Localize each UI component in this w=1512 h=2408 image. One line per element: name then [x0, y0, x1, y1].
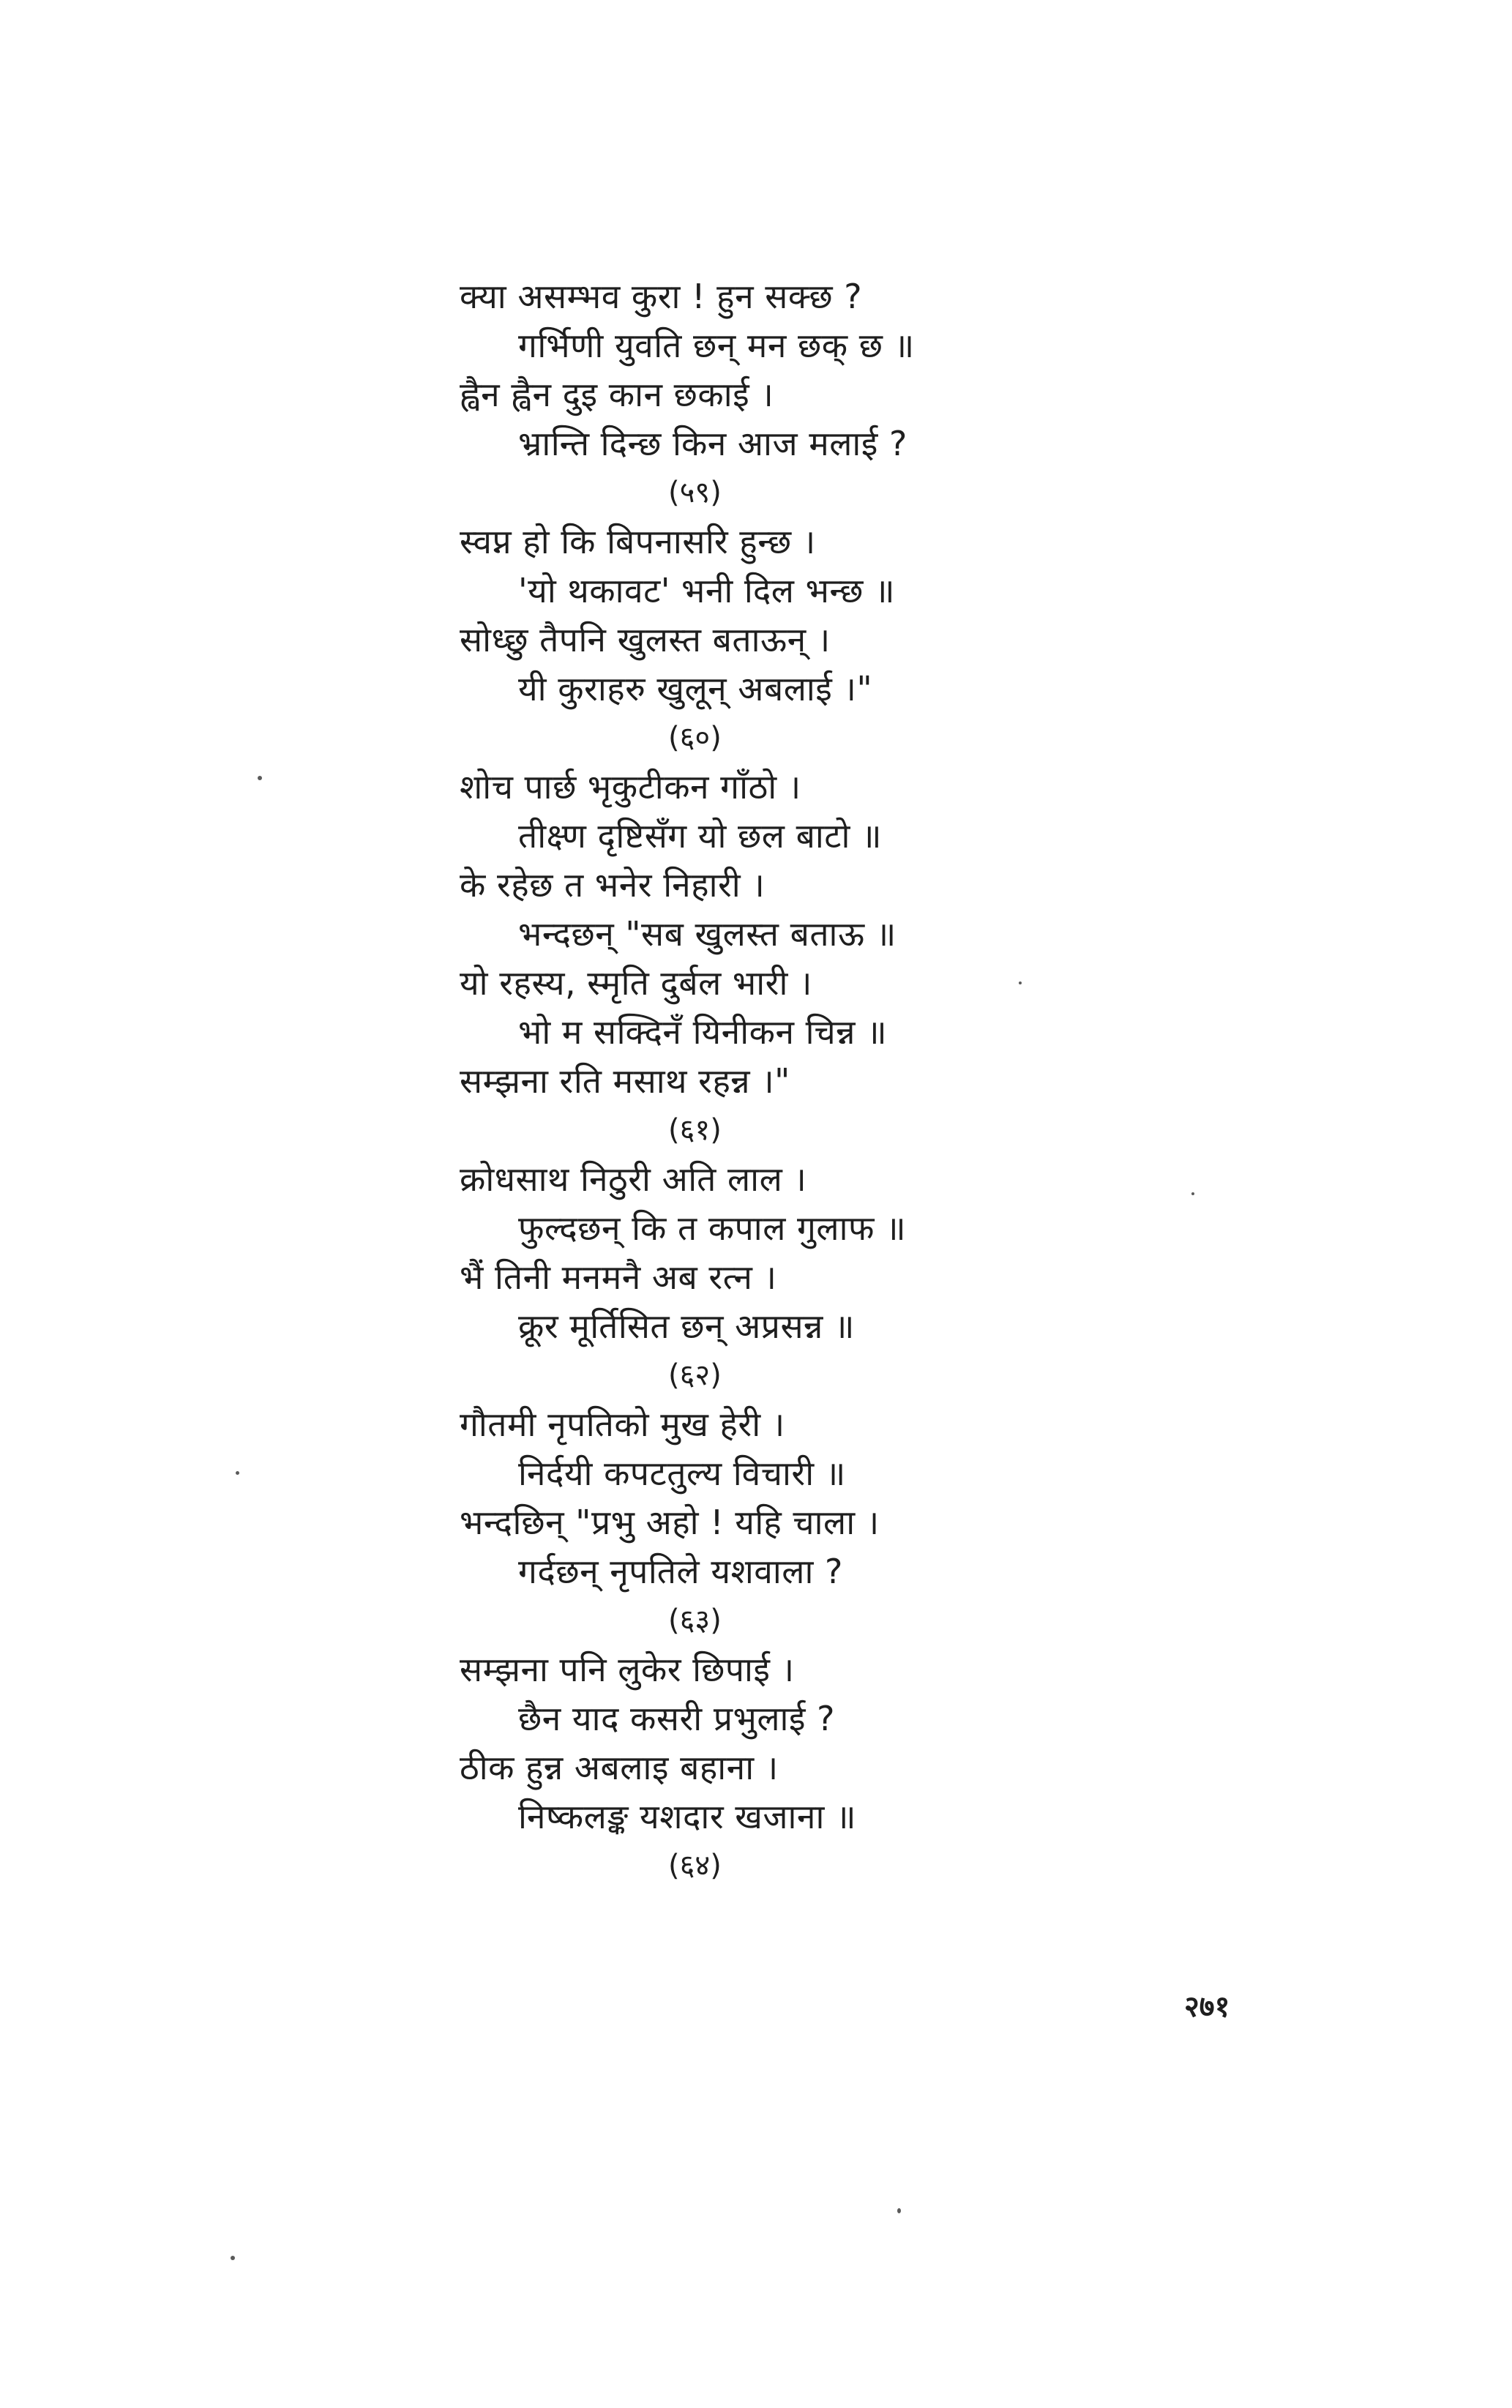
poem-line: निष्कलङ्क यशदार खजाना ॥ — [518, 1797, 857, 1836]
stanza-number: (६२) — [668, 1358, 722, 1392]
poem-line: यी कुराहरु खुलून् अबलाई ।" — [518, 669, 873, 708]
poem-line: क्या असम्भव कुरा ! हुन सक्छ ? — [460, 277, 863, 316]
scan-speck — [236, 1471, 239, 1475]
poem-line: छैन याद कसरी प्रभुलाई ? — [518, 1699, 836, 1738]
poem-line: क्रोधसाथ निठुरी अति लाल । — [460, 1159, 807, 1199]
poem-line: स्वप्न हो कि बिपनासरि हुन्छ । — [460, 522, 816, 561]
poem-line: निर्दयी कपटतुल्य विचारी ॥ — [518, 1454, 846, 1493]
poem-line: भो म सक्दिनँ यिनीकन चिन्न ॥ — [518, 1012, 888, 1052]
page-number: २७१ — [1184, 1990, 1230, 2024]
stanza-number: (६३) — [668, 1604, 722, 1637]
poem-body — [460, 272, 1001, 1891]
poem-line: सोध्छु तैपनि खुलस्त बताऊन् । — [460, 620, 831, 659]
poem-line: भन्दछिन् "प्रभु अहो ! यहि चाला । — [460, 1503, 880, 1542]
poem-line: ठीक हुन्न अबलाइ बहाना । — [460, 1748, 779, 1787]
poem-line: यो रहस्य, स्मृति दुर्बल भारी । — [460, 963, 812, 1003]
poem-line: शोच पार्छ भृकुटीकन गाँठो । — [460, 767, 801, 807]
poem-line: तीक्ष्ण दृष्टिसँग यो छल बाटो ॥ — [518, 816, 883, 856]
poem-line: फुल्दछन् कि त कपाल गुलाफ ॥ — [518, 1208, 907, 1248]
scan-speck — [231, 2256, 235, 2260]
poem-line: ह्वैन ह्वैन दुइ कान छकाई । — [460, 375, 774, 414]
poem-line: सम्झना रति मसाथ रहन्न ।" — [460, 1061, 790, 1101]
poem-line: के रहेछ त भनेर निहारी । — [460, 865, 766, 905]
poem-line: 'यो थकावट' भनी दिल भन्छ ॥ — [518, 571, 895, 610]
scan-speck — [1191, 1192, 1194, 1195]
poem-line: भ्रान्ति दिन्छ किन आज मलाई ? — [518, 424, 907, 463]
poem-line: गर्भिणी युवति छन् मन छक् छ ॥ — [518, 326, 915, 365]
poem-line: सम्झना पनि लुकेर छिपाई । — [460, 1650, 795, 1689]
scan-speck — [258, 776, 262, 780]
poem-line: गर्दछन् नृपतिले यशवाला ? — [518, 1552, 843, 1591]
scan-speck — [1019, 981, 1022, 984]
stanza-number: (५९) — [668, 476, 722, 509]
stanza-number: (६४) — [668, 1849, 722, 1882]
poem-line: क्रूर मूर्तिसित छन् अप्रसन्न ॥ — [518, 1306, 855, 1346]
stanza-number: (६०) — [668, 721, 722, 755]
scan-speck — [897, 2208, 901, 2213]
poem-line: गौतमी नृपतिको मुख हेरी । — [460, 1405, 785, 1444]
stanza-number: (६१) — [668, 1113, 722, 1147]
poem-line: भन्दछन् "सब खुलस्त बताऊ ॥ — [518, 914, 897, 954]
poem-line: भैं तिनी मनमनै अब रत्न । — [460, 1257, 777, 1297]
